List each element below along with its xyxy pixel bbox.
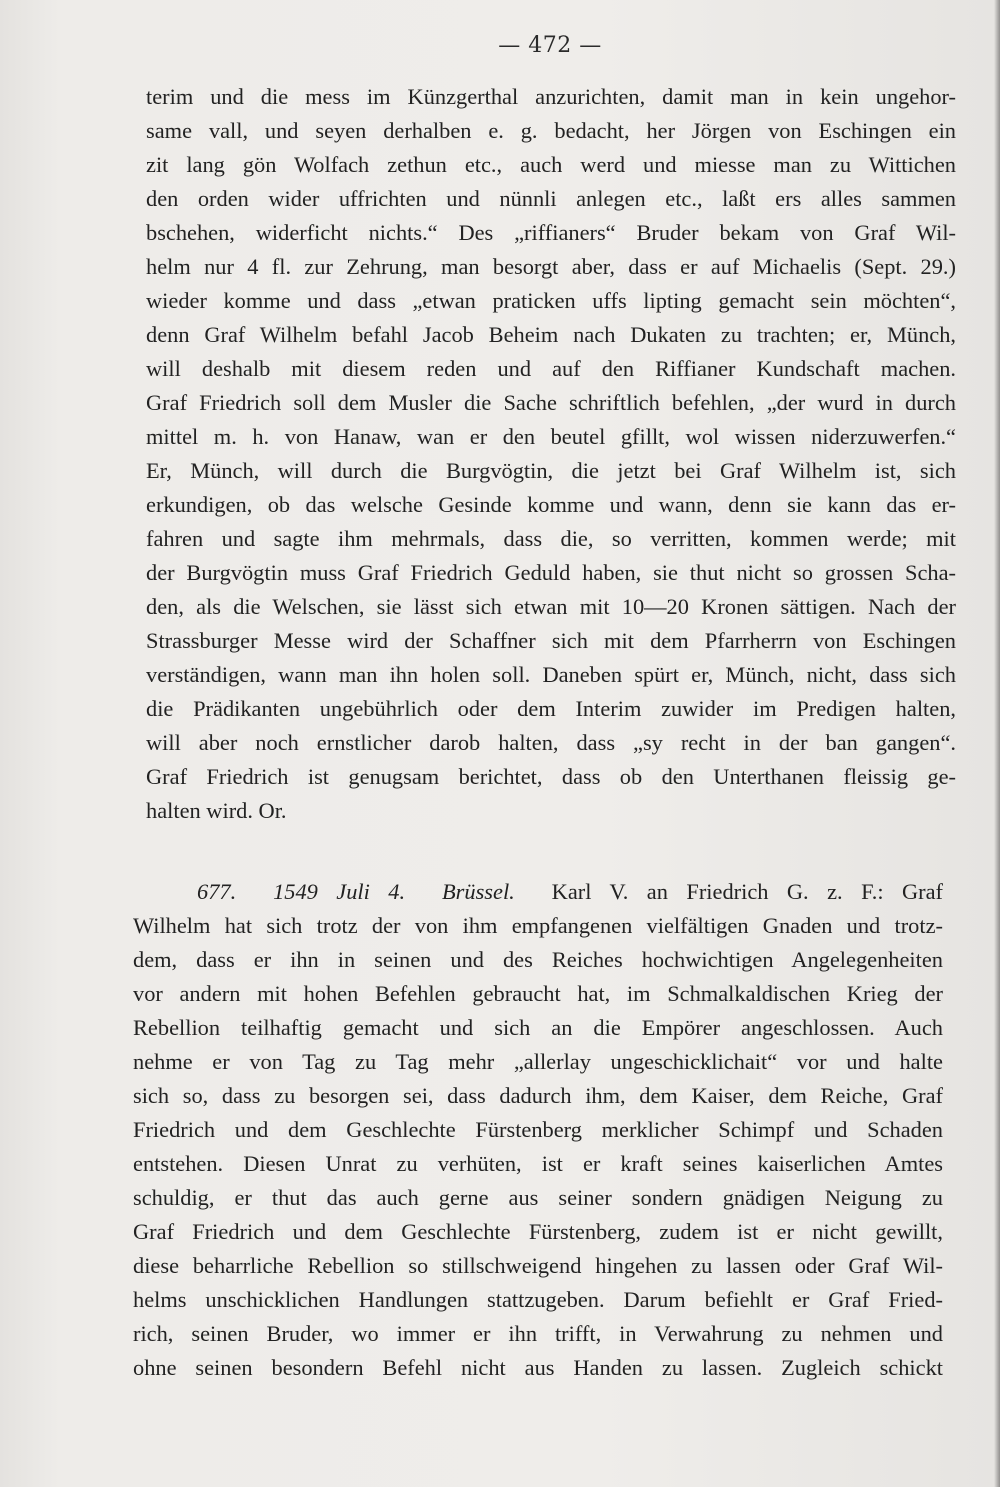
entry-number: 677.	[197, 879, 237, 904]
text-line: dem, dass er ihn in seinen und des Reiches hochwichtigen Angelegenheiten	[133, 947, 943, 972]
text-line: will aber noch ernstlicher darob halten, dass „sy recht in der ban gangen“.	[146, 730, 956, 755]
text-line: erkundigen, ob das welsche Gesinde komme und wann, denn sie kann das er-	[146, 492, 956, 517]
text-line: Graf Friedrich ist genugsam berichtet, dass ob den Unterthanen fleissig ge-	[146, 764, 956, 789]
text-line: helms unschicklichen Handlungen stattzugeben. Darum befiehlt er Graf Fried-	[133, 1287, 943, 1312]
text-line: schuldig, er thut das auch gerne aus seiner sondern gnädigen Neigung zu	[133, 1185, 943, 1210]
text-line: Friedrich und dem Geschlechte Fürstenberg merklicher Schimpf und Schaden	[133, 1117, 943, 1142]
text-line: verständigen, wann man ihn holen soll. Daneben spürt er, Münch, nicht, dass sich	[146, 662, 956, 687]
text-line: diese beharrliche Rebellion so stillschweigend hingehen zu lassen oder Graf Wil-	[133, 1253, 943, 1278]
paragraph-continuation	[146, 80, 956, 828]
text-line: Graf Friedrich und dem Geschlechte Fürstenberg, zudem ist er nicht gewillt,	[133, 1219, 943, 1244]
text-line: vor andern mit hohen Befehlen gebraucht hat, im Schmalkaldischen Krieg der	[133, 981, 943, 1006]
text-line: die Prädikanten ungebührlich oder dem Interim zuwider im Predigen halten,	[146, 696, 956, 721]
text-line: den orden wider uffrichten und nünnli anlegen etc., laßt ers alles sammen	[146, 186, 956, 211]
text-line: same vall, und seyen derhalben e. g. bedacht, her Jörgen von Eschingen ein	[146, 118, 956, 143]
text-line: den, als die Welschen, sie lässt sich etwan mit 10—20 Kronen sättigen. Nach der	[146, 594, 956, 619]
entry-677	[133, 875, 943, 1385]
entry-heading-line	[133, 875, 943, 909]
text-line: Wilhelm hat sich trotz der von ihm empfangenen vielfältigen Gnaden und trotz-	[133, 913, 943, 938]
text-line: will deshalb mit diesem reden und auf den Riffianer Kundschaft machen.	[146, 356, 956, 381]
text-line: Rebellion teilhaftig gemacht und sich an die Empörer angeschlossen. Auch	[133, 1015, 943, 1040]
text-line: halten wird. Or.	[146, 798, 287, 823]
text-line: rich, seinen Bruder, wo immer er ihn trifft, in Verwahrung zu nehmen und	[133, 1321, 943, 1346]
text-line: Er, Münch, will durch die Burgvögtin, die jetzt bei Graf Wilhelm ist, sich	[146, 458, 956, 483]
text-line: ohne seinen besondern Befehl nicht aus Handen zu lassen. Zugleich schickt	[133, 1355, 943, 1380]
entry-date: 1549 Juli 4.	[273, 879, 406, 904]
entry-place: Brüssel.	[442, 879, 515, 904]
text-line: bschehen, widerficht nichts.“ Des „riffianers“ Bruder bekam von Graf Wil-	[146, 220, 956, 245]
text-line: mittel m. h. von Hanaw, wan er den beutel gfillt, wol wissen niderzuwerfen.“	[146, 424, 956, 449]
page-edge-shadow	[994, 0, 1000, 1487]
text-line: helm nur 4 fl. zur Zehrung, man besorgt aber, dass er auf Michaelis (Sept. 29.)	[146, 254, 956, 279]
text-line: Graf Friedrich soll dem Musler die Sache schriftlich befehlen, „der wurd in durch	[146, 390, 956, 415]
text-line: fahren und sagte ihm mehrmals, dass die, so verritten, kommen werde; mit	[146, 526, 956, 551]
text-line: nehme er von Tag zu Tag mehr „allerlay ungeschicklichait“ vor und halte	[133, 1049, 943, 1074]
text-line: denn Graf Wilhelm befahl Jacob Beheim nach Dukaten zu trachten; er, Münch,	[146, 322, 956, 347]
text-line: terim und die mess im Künzgerthal anzurichten, damit man in kein ungehor-	[146, 84, 956, 109]
text-line: Strassburger Messe wird der Schaffner sich mit dem Pfarrherrn von Eschingen	[146, 628, 956, 653]
text-line: der Burgvögtin muss Graf Friedrich Geduld haben, sie thut nicht so grossen Scha-	[146, 560, 956, 585]
page-number: — 472 —	[498, 33, 602, 58]
text-line: zit lang gön Wolfach zethun etc., auch werd und miesse man zu Wittichen	[146, 152, 956, 177]
text-line: sich so, dass zu besorgen sei, dass dadurch ihm, dem Kaiser, dem Reiche, Graf	[133, 1083, 943, 1108]
entry-summary-start: Karl V. an Friedrich G. z. F.: Graf	[551, 879, 944, 904]
text-line: wieder komme und dass „etwan praticken uffs lipting gemacht sein möchten“,	[146, 288, 956, 313]
text-line: entstehen. Diesen Unrat zu verhüten, ist er kraft seines kaiserlichen Amtes	[133, 1151, 943, 1176]
